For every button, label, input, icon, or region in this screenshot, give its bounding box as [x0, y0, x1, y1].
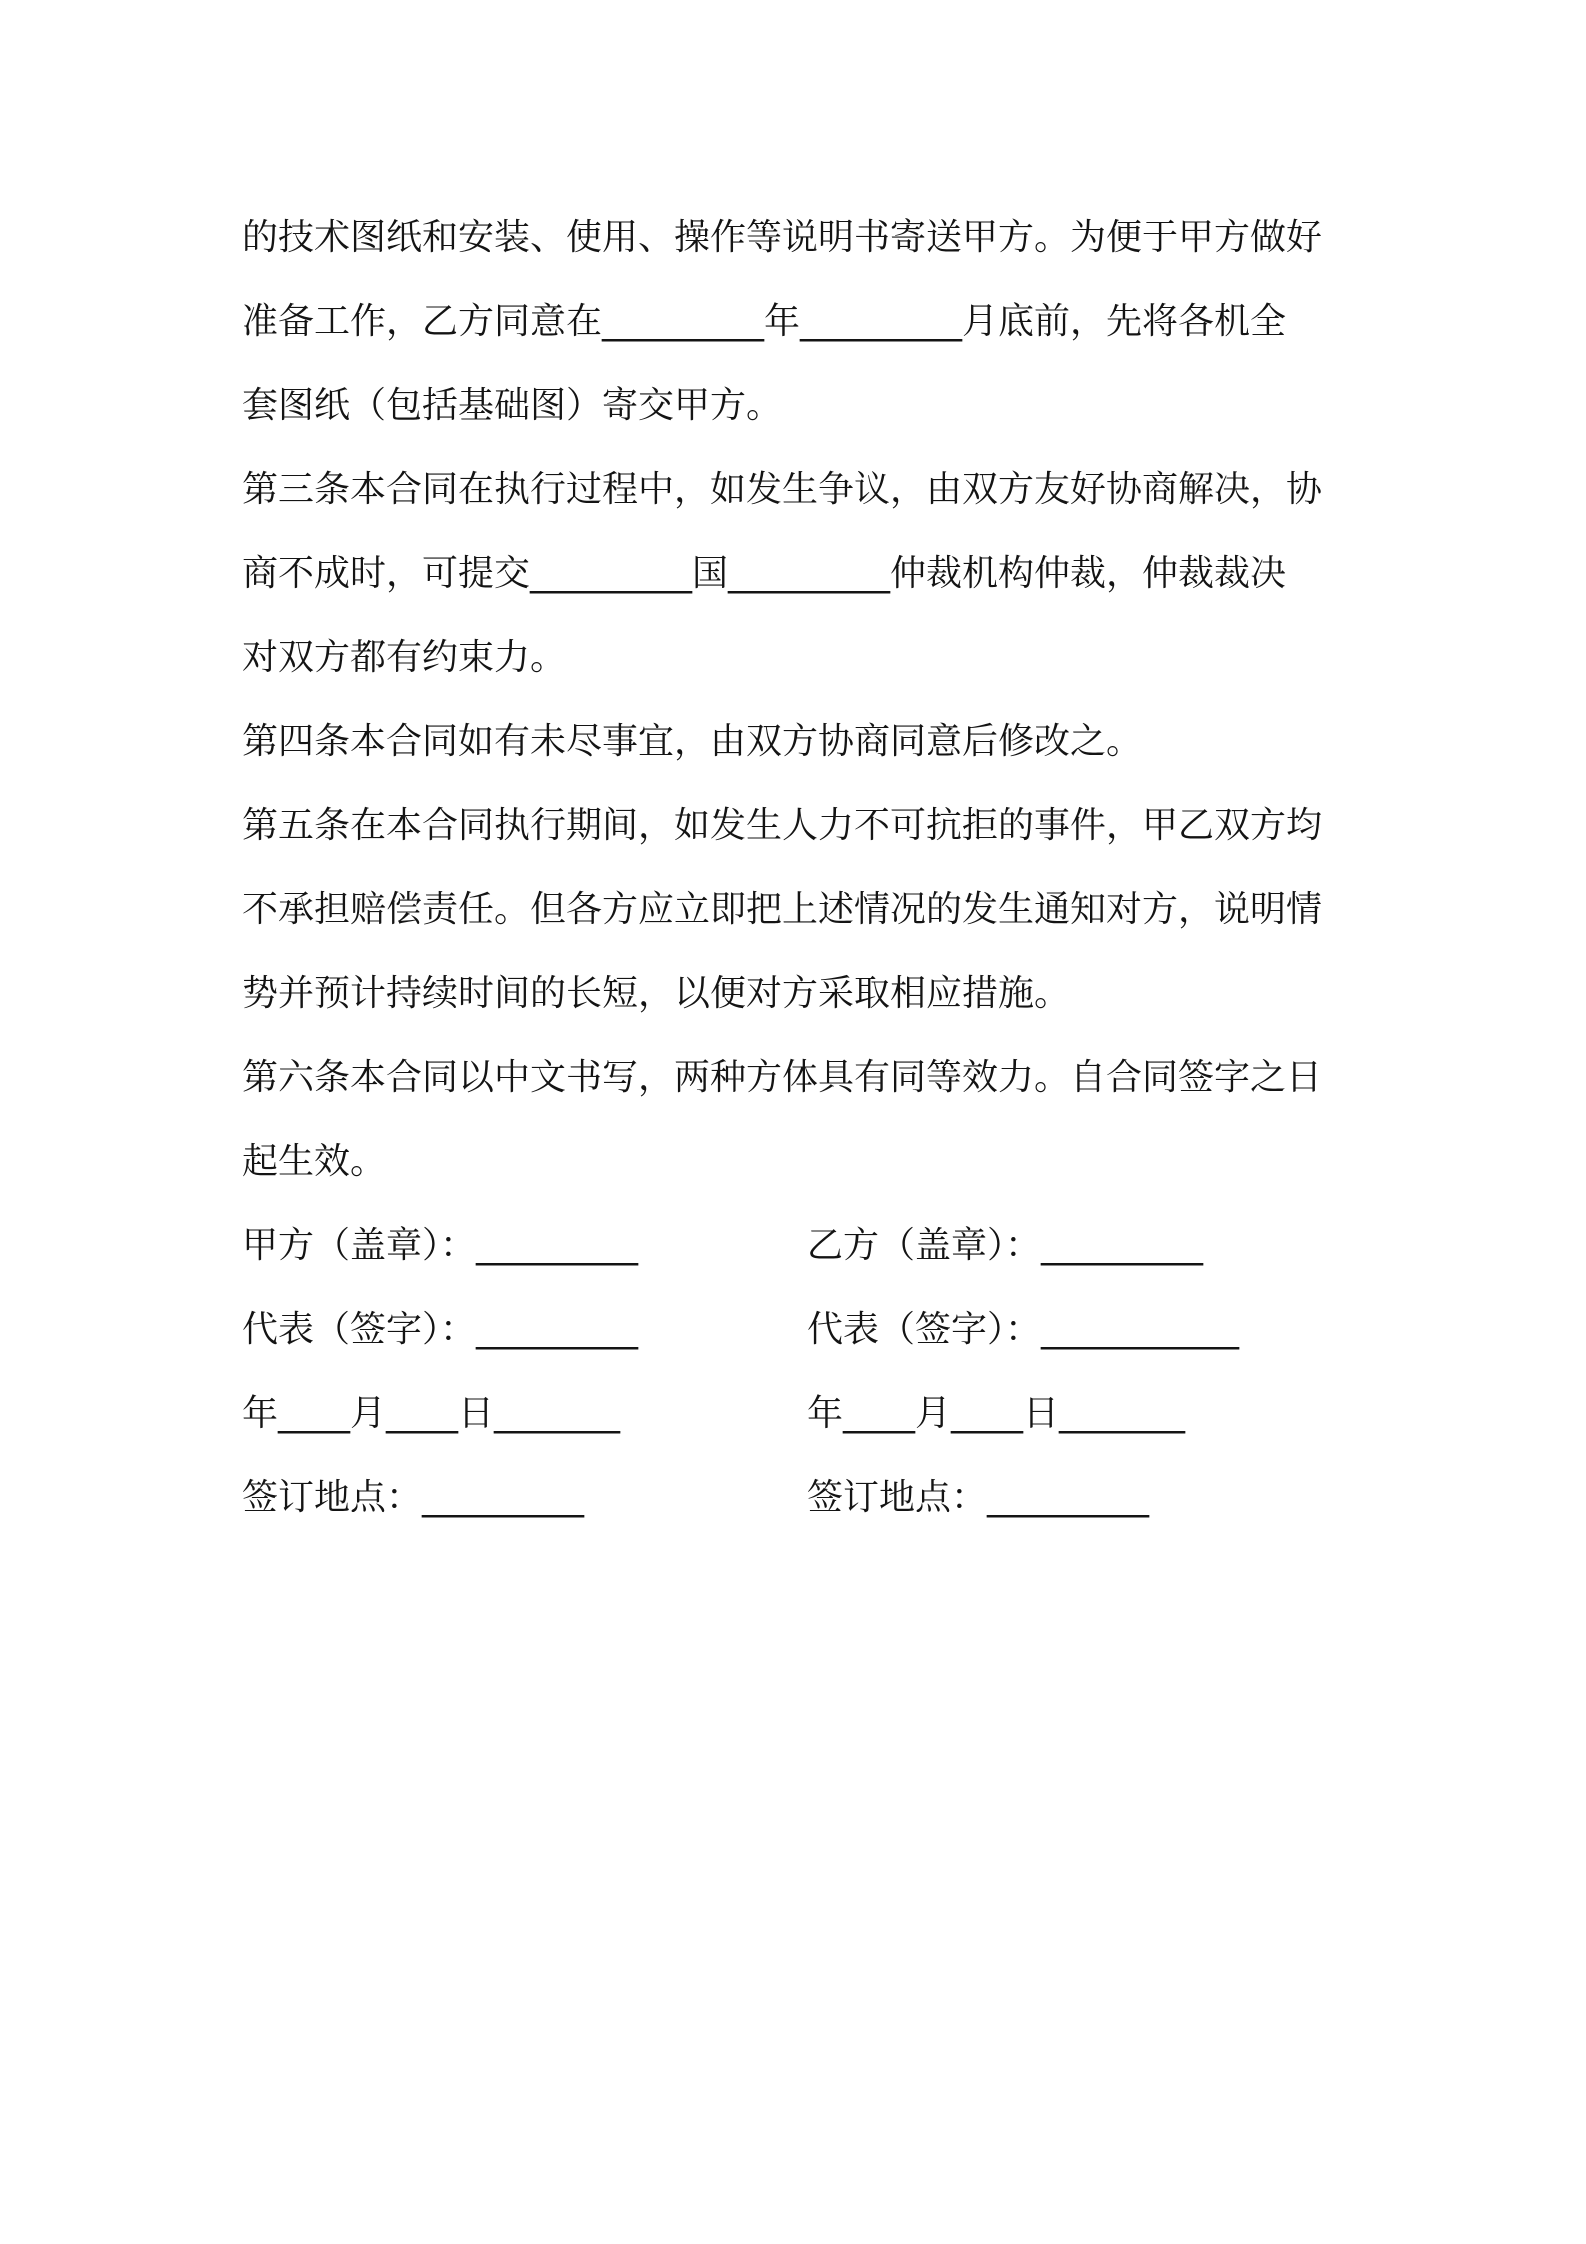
party-a-place: 签订地点：_________ — [242, 1477, 585, 1518]
party-b-date: 年____月____日_______ — [807, 1393, 1185, 1434]
signature-rep-row — [242, 1288, 1362, 1372]
text-line: 的技术图纸和安装、使用、操作等说明书寄送甲方。为便于甲方做好 — [242, 217, 1323, 258]
text-line: 起生效。 — [242, 1141, 387, 1182]
signature-place-row — [242, 1456, 1362, 1540]
text-line: 势并预计持续时间的长短，以便对方采取相应措施。 — [242, 973, 1071, 1014]
party-a-date: 年____月____日_______ — [242, 1393, 620, 1434]
party-b-representative: 代表（签字）：___________ — [807, 1309, 1240, 1350]
text-line: 套图纸（包括基础图）寄交甲方。 — [242, 385, 783, 426]
party-b-seal: 乙方（盖章）：_________ — [807, 1225, 1204, 1266]
text-line: 准备工作，乙方同意在_________年_________月底前，先将各机全 — [242, 301, 1287, 342]
article-3-line: 第三条本合同在执行过程中，如发生争议，由双方友好协商解决，协 — [242, 469, 1323, 510]
article-5-line: 第五条在本合同执行期间，如发生人力不可抗拒的事件，甲乙双方均 — [242, 805, 1323, 846]
signature-seal-row — [242, 1204, 1362, 1288]
text-line: 商不成时，可提交_________国_________仲裁机构仲裁，仲裁裁决 — [242, 553, 1287, 594]
article-4-line: 第四条本合同如有未尽事宜，由双方协商同意后修改之。 — [242, 721, 1143, 762]
signature-date-row — [242, 1372, 1362, 1456]
article-6-line: 第六条本合同以中文书写，两种方体具有同等效力。自合同签字之日 — [242, 1057, 1323, 1098]
party-b-place: 签订地点：_________ — [807, 1477, 1150, 1518]
contract-body — [242, 196, 1362, 1540]
party-a-seal: 甲方（盖章）：_________ — [242, 1225, 639, 1266]
text-line: 对双方都有约束力。 — [242, 637, 567, 678]
text-line: 不承担赔偿责任。但各方应立即把上述情况的发生通知对方，说明情 — [242, 889, 1323, 930]
party-a-representative: 代表（签字）：_________ — [242, 1309, 639, 1350]
